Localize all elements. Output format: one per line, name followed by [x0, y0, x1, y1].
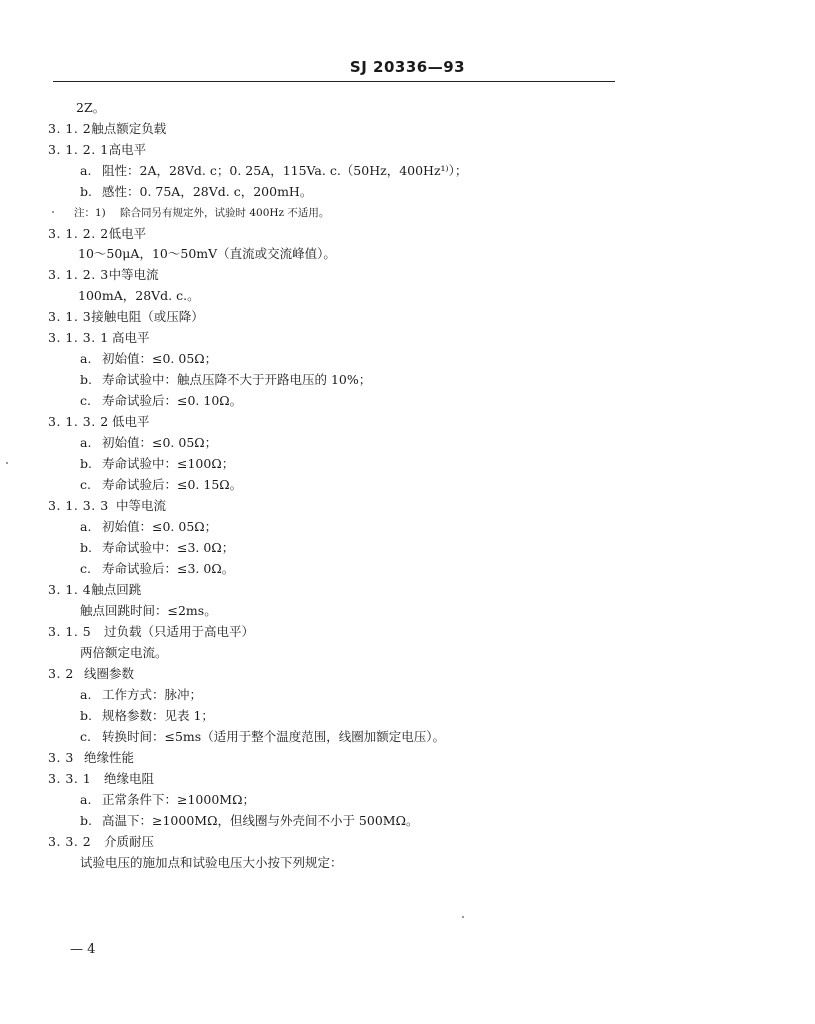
list-item: b. 寿命试验中：≤3. 0Ω； — [80, 540, 235, 555]
page-number: — 4 — [70, 942, 96, 957]
footnote: 注：1) 除合同另有规定外，试验时 400Hz 不适用。 — [74, 207, 330, 219]
list-item: a. 初始值：≤0. 05Ω； — [80, 351, 218, 366]
clause-3-3-1: 3. 3. 1 绝缘电阻 — [48, 771, 155, 786]
clause-3-1-5: 3. 1. 5 过负载（只适用于高电平） — [48, 624, 255, 639]
list-item: b. 规格参数：见表 1； — [80, 708, 214, 723]
clause-3-2: 3. 2 线圈参数 — [48, 666, 135, 681]
list-item: b. 寿命试验中：触点压降不大于开路电压的 10%； — [80, 372, 372, 387]
clause-3-1-2-1: 3. 1. 2. 1高电平 — [48, 142, 147, 157]
paragraph-text: 试验电压的施加点和试验电压大小按下列规定： — [80, 855, 343, 870]
scan-speck — [462, 916, 464, 918]
list-item: b. 寿命试验中：≤100Ω； — [80, 456, 235, 471]
list-item: b. 感性：0. 75A，28Vd. c，200mH。 — [80, 184, 313, 199]
clause-3-1-3-3: 3. 1. 3. 3 中等电流 — [48, 498, 167, 513]
standard-number-header: SJ 20336—93 — [349, 58, 466, 76]
clause-3-1-2-3: 3. 1. 2. 3中等电流 — [48, 267, 159, 282]
header-rule — [53, 81, 615, 82]
clause-3-3-2: 3. 3. 2 介质耐压 — [48, 834, 155, 849]
clause-3-1-4: 3. 1. 4触点回跳 — [48, 582, 142, 597]
paragraph-text: 两倍额定电流。 — [80, 645, 168, 660]
list-item: a. 阻性：2A，28Vd. c；0. 25A，115Va. c.（50Hz，400Hz¹⁾）； — [80, 163, 468, 178]
clause-3-1-3-1: 3. 1. 3. 1 高电平 — [48, 330, 150, 345]
paragraph-text: 触点回跳时间：≤2ms。 — [80, 603, 217, 618]
clause-3-1-2: 3. 1. 2触点额定负载 — [48, 121, 167, 136]
list-item: a. 初始值：≤0. 05Ω； — [80, 519, 218, 534]
continuation-text: 2Z。 — [76, 100, 106, 115]
paragraph-text: 100mA，28Vd. c.。 — [78, 288, 200, 303]
list-item: b. 高温下：≥1000MΩ，但线圈与外壳间不小于 500MΩ。 — [80, 813, 419, 828]
clause-3-1-3: 3. 1. 3接触电阻（或压降） — [48, 309, 204, 324]
list-item: c. 寿命试验后：≤3. 0Ω。 — [80, 561, 235, 576]
list-item: c. 寿命试验后：≤0. 10Ω。 — [80, 393, 243, 408]
clause-3-3: 3. 3 绝缘性能 — [48, 750, 135, 765]
scan-speck — [52, 211, 54, 213]
list-item: a. 初始值：≤0. 05Ω； — [80, 435, 218, 450]
list-item: a. 工作方式：脉冲； — [80, 687, 203, 702]
paragraph-text: 10～50μA，10～50mV（直流或交流峰值）。 — [78, 246, 336, 261]
clause-3-1-2-2: 3. 1. 2. 2低电平 — [48, 226, 147, 241]
list-item: c. 寿命试验后：≤0. 15Ω。 — [80, 477, 243, 492]
list-item: a. 正常条件下：≥1000MΩ； — [80, 792, 255, 807]
scan-speck — [6, 462, 8, 464]
list-item: c. 转换时间：≤5ms（适用于整个温度范围，线圈加额定电压）。 — [80, 729, 445, 744]
clause-3-1-3-2: 3. 1. 3. 2 低电平 — [48, 414, 150, 429]
